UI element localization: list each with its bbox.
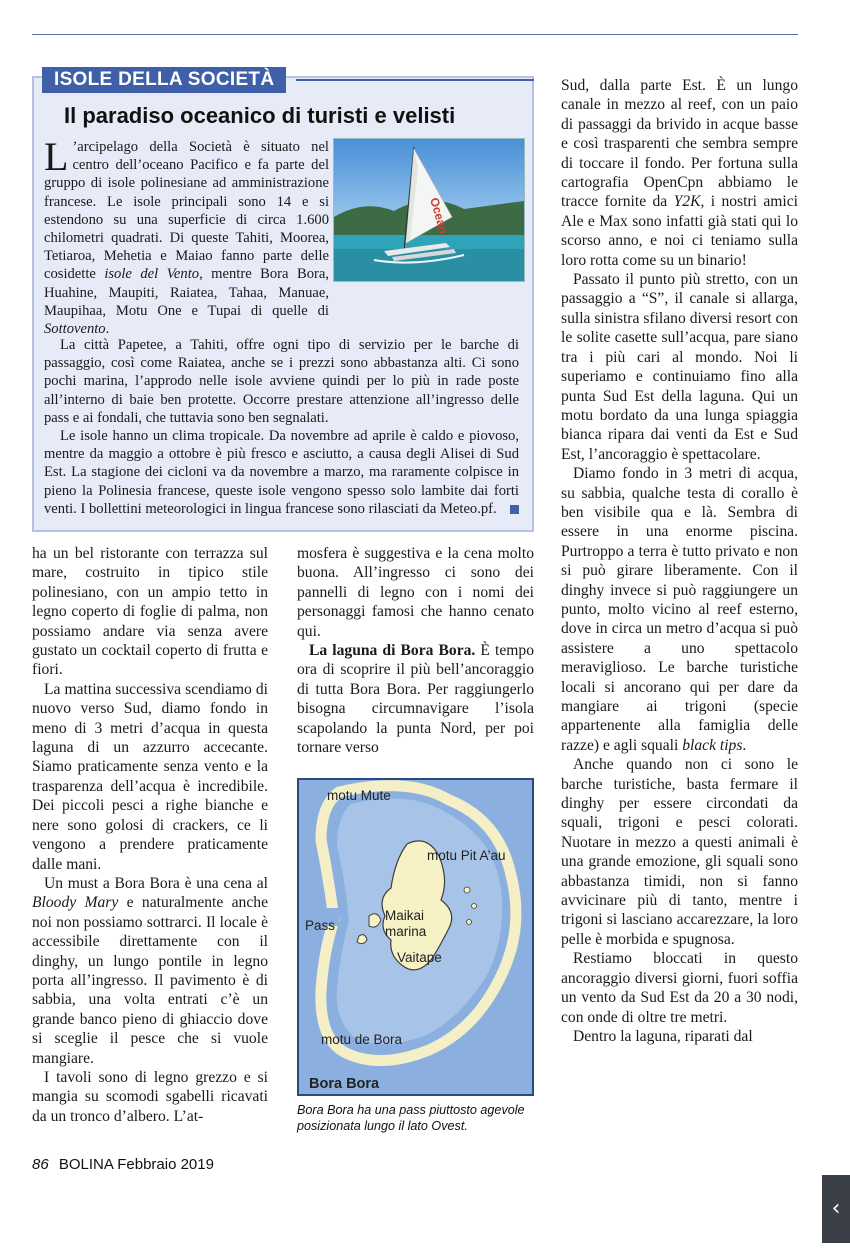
column-3: Sud, dalla parte Est. È un lungo canale in mezzo al reef, con un paio di passaggi da brivido in acque basse e così trasparenti che sembra sempre di toccare il fondo. Per fortuna sulla cartografia OpenCpn abbiamo le tracce fornite da Y2K, i nostri amici Ale e Max sono infatti già stati qui lo scorso anno, e noi ci teniamo sulla loro rotta come su un binario! Passato il punto più stretto, con un passaggio a “S”, il canale si allarga, sulla sinistra sfilano diversi resort con le solite casette sull’acqua, pare siano tra i più cari al mondo. Noi li superiamo e continuiamo fino alla punta Sud Est della laguna. Qui un motu bordato da una lunga spiaggia bianca ripara dai venti da Est e Sud Est, l’ancoraggio è spettacolare. Diamo fondo in 3 metri di acqua, su sabbia, qualche testa di corallo è ben visibile qua e là. Sembra di essere in una enorme piscina. Purtroppo a terra è tutto privato e non si può girare liberamente. Con il dinghy invece si può raggiungere un punto, molto vicino al reef esterno, dove in circa un metro d’acqua si può assistere a uno spettacolo meraviglioso. Le barche turistiche locali si ancorano qui per dare da mangiare ai trigoni (specie appartenente alla famiglia delle razze) e agli squali black tips. Anche quando non ci sono le barche turistiche, basta fermare il dinghy per essere circondati da squali, trigoni e pesci colorati. Nuotare in mezzo a questi animali è una grande emozione, gli squali sono abbastanza timidi, non si fanno avvicinare più di tanto, mentre i trigoni si lasciano accarezzare, la loro pelle è morbida e spugnosa. Restiamo bloccati in questo ancoraggio diversi giorni, fuori soffia un vento da Sud Est da 20 a 30 nodi, con onde di oltre tre metri. Dentro la laguna, riparati dal — [561, 77, 798, 1045]
catamaran-photo — [333, 138, 525, 282]
label-marina: marina — [385, 924, 427, 939]
box-body-text: La città Papetee, a Tahiti, offre ogni tipo di servizio per le barche di passaggio, così come Raiatea, anche se i prezzi sono abbastanza alti. Ci sono pochi marina, l’approdo nelle isole avviene quindi per lo più in rade poste all’interno di baie ben protette. Occorre prestare attenzione all’ingresso delle pass e ai fondali, che tuttavia sono ben segnalati. Le isole hanno un clima tropicale. Da novembre ad aprile è caldo e piovoso, mentre da maggio a ottobre è più fresco e asciutto, a causa degli Alisei di Sud Est. La stagione dei cicloni va da novembre a marzo, ma raramente colpisce in pieno la Polinesia francese, queste isole vengono spesso solo lambite dai forti venti. I bollettini meteorologici in lingua francese sono rilasciati da Meteo.pf. — [44, 337, 519, 517]
map-caption: Bora Bora ha una pass piuttosto agevole posizionata lungo il lato Ovest. — [297, 1103, 525, 1133]
chevron-left-icon: ‹ — [831, 1196, 841, 1221]
top-rule — [32, 34, 798, 35]
label-vaitape: Vaitape — [397, 950, 442, 965]
map-title: Bora Bora — [309, 1076, 380, 1092]
label-maikai: Maikai — [385, 908, 425, 923]
drop-cap: L — [44, 134, 69, 179]
catamaran-illustration — [334, 139, 524, 281]
column-1: ha un bel ristorante con terrazza sul mare, costruito in tipico stile polinesiano, con un ampio tetto in legno coperto di foglie di palma, non possiamo andare via senza avere gustato un cocktail coperto di frutta e fiori. La mattina successiva scendiamo di nuovo verso Sud, diamo fondo in meno di 3 metri d’acqua in questa laguna di un azzurro accecante. Siamo praticamente senza vento e la trasparenza dell’acqua è incredibile. Dei piccoli pesci a righe bianche e nere sono golosi di crackers, ce li vengono a prendere praticamente dalle mani. Un must a Bora Bora è una cena al Bloody Mary e naturalmente anche noi non possiamo sottrarci. Il locale è accessibile direttamente con il dinghy, un lungo pontile in legno porta all’ingresso. Il pavimento è di sabbia, una volta entrati c’è un grande banco pieno di ghiaccio dove si sceglie il pesce che si vuole mangiare. I tavoli sono di legno grezzo e si mangia su scomodi sgabelli ricavati da un tronco d’albero. L’at- — [32, 545, 268, 1125]
subhead: La laguna di Bora Bora. — [309, 642, 476, 660]
page-number: 86 — [32, 1156, 49, 1173]
box-headline: Il paradiso oceanico di turisti e velisti — [64, 103, 456, 128]
box-intro-text: L ’arcipelago della Società è situato nel centro dell’oceano Pacifico e fa parte del gruppo di isole polinesiane ad amministrazione francese. Le isole principali sono 14 e si estendono su una superficie di circa 1.600 chilometri quadrati. Di queste Tahiti, Moorea, Tetiaroa, Mehetia e Maiao fanno parte delle cosidette isole del Vento, mentre Bora Bora, Huahine, Maupiti, Raiatea, Tahaa, Manuae, Maupihaa, Motu One e Tupai di quelle di Sottovento. — [44, 134, 329, 338]
column-2: mosfera è suggestiva e la cena molto buona. All’ingresso ci sono dei pannelli di legno con i nomi dei personaggi famosi che hanno cenato qui. La laguna di Bora Bora. È tempo ora di scoprire il più bell’ancoraggio di tutta Bora Bora. Per raggiungerlo bisogna circumnavigare l’isola scapolando la punta Nord, per poi tornare verso — [297, 545, 534, 757]
sail-lettering: Ocean — [427, 195, 451, 236]
label-pass: Pass — [305, 918, 336, 933]
tag-rule — [296, 79, 534, 81]
label-motu-pit-aau: motu Pit A’au — [427, 848, 506, 863]
section-tag: ISOLE DELLA SOCIETÀ — [42, 67, 286, 93]
label-motu-de-bora: motu de Bora — [321, 1032, 403, 1047]
issue-label: BOLINA Febbraio 2019 — [58, 1156, 214, 1173]
previous-page-button[interactable] — [822, 1175, 850, 1243]
page-footer — [32, 1156, 214, 1173]
bora-bora-map — [297, 778, 534, 1096]
label-motu-mute: motu Mute — [327, 788, 391, 803]
end-mark-icon — [510, 505, 519, 514]
